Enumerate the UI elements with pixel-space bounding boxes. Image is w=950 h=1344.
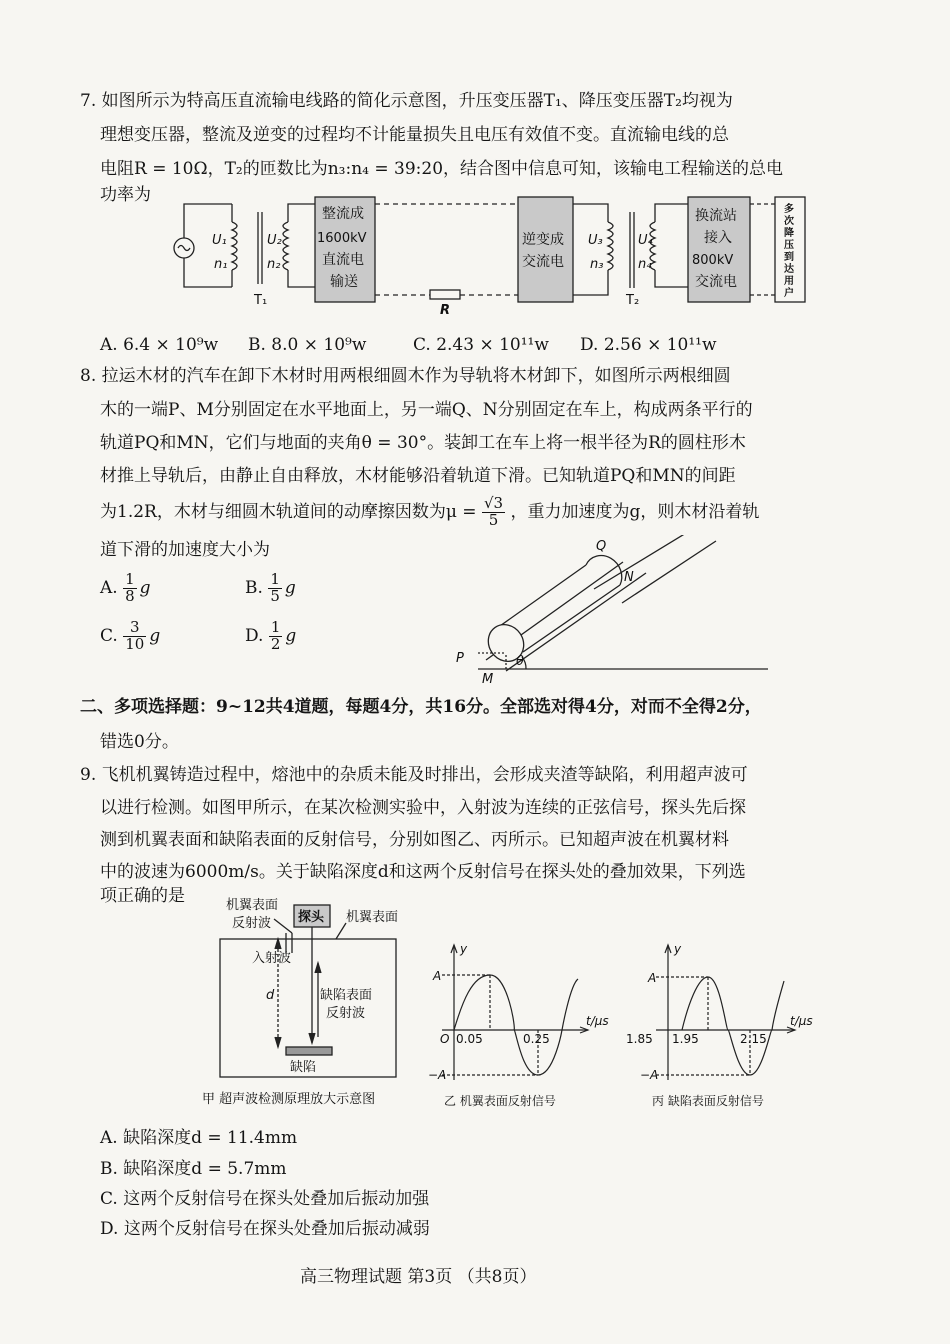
reflection-sine-wave [454, 975, 578, 1075]
fig-c-t0: 1.85 [626, 1032, 653, 1046]
label-r: R [440, 303, 451, 317]
fig-c-caption: 丙 缺陷表面反射信号 [652, 1094, 764, 1108]
q9-figure-a [196, 893, 426, 1113]
q8-a-num: 1 [125, 570, 135, 588]
q9-option-d[interactable]: D. 这两个反射信号在探头处叠加后振动减弱 [100, 1219, 430, 1239]
q8-d-unit: g [285, 625, 297, 646]
fig-c-y: y [674, 942, 682, 956]
mu-numerator: √3 [483, 494, 504, 512]
q8-option-a-label: A. [100, 577, 118, 598]
q8-a-unit: g [139, 577, 151, 598]
fig-c-t2: 2.15 [740, 1032, 767, 1046]
q7-line-4: 功率为 [100, 185, 151, 205]
q8-d-num: 1 [270, 618, 281, 636]
q8-option-a-fraction [123, 572, 137, 605]
box3-line-4: 交流电 [695, 274, 737, 290]
label-t1: T₁ [254, 293, 268, 308]
q8-option-b-fraction [268, 572, 282, 605]
box4-char-4: 压 [784, 240, 794, 251]
box1-line-4: 输送 [330, 274, 358, 290]
mu-denominator: 5 [488, 510, 499, 529]
q9-option-c[interactable]: C. 这两个反射信号在探头处叠加后振动加强 [100, 1189, 430, 1209]
q9-option-a[interactable]: A. 缺陷深度d = 11.4mm [100, 1128, 298, 1148]
box4-char-7: 用 [784, 276, 794, 287]
label-u4: U₄ [638, 233, 653, 248]
fig-b-caption: 乙 机翼表面反射信号 [444, 1094, 556, 1108]
box1-line-2: 1600kV [317, 231, 367, 246]
box1-line-1: 整流成 [322, 206, 364, 222]
label-n4: n₄ [638, 257, 652, 272]
box4-char-2: 次 [784, 216, 794, 227]
fig-c-a: A [648, 971, 657, 985]
box4-char-6: 达 [784, 264, 794, 275]
q8-option-c-label: C. [100, 625, 118, 646]
q8-b-num: 1 [270, 570, 280, 588]
label-theta: θ [516, 654, 524, 669]
q7-line-3: 电阻R = 10Ω，T₂的匝数比为n₃:n₄ = 39:20，结合图中信息可知，该输电工程输送的总电 [100, 159, 784, 179]
fig-a-incident: 入射波 [252, 951, 292, 966]
q8-option-a[interactable] [100, 572, 151, 605]
label-q: Q [596, 539, 607, 554]
q7-option-d[interactable]: D. 2.56 × 10¹¹w [580, 335, 717, 355]
fig-b-origin: O [440, 1032, 450, 1046]
q8-line-2: 木的一端P、M分别固定在水平地面上，另一端Q、N分别固定在车上，构成两条平行的 [100, 400, 753, 420]
q8-line-5-a: 为1.2R，木材与细圆木轨道间的动摩擦因数为μ = [100, 501, 477, 522]
q9-line-2: 以进行检测。如图甲所示，在某次检测实验中，入射波为连续的正弦信号，探头先后探 [100, 798, 746, 818]
q8-line-6: 道下滑的加速度大小为 [100, 540, 270, 560]
mu-fraction [482, 496, 505, 529]
q8-option-c[interactable] [100, 620, 160, 653]
q9-line-4: 中的波速为6000m/s。关于缺陷深度d和这两个反射信号在探头处的叠加效果，下列选 [100, 862, 746, 882]
q8-c-unit: g [149, 625, 161, 646]
q8-c-den: 10 [125, 634, 145, 653]
q8-line-5-b: ，重力加速度为g，则木材沿着轨 [510, 501, 760, 522]
q8-line-5 [100, 496, 759, 529]
q9-line-1: 9. 飞机机翼铸造过程中，熔池中的杂质未能及时排出，会形成夹渣等缺陷，利用超声波可 [80, 765, 748, 785]
label-u1: U₁ [212, 233, 227, 248]
fig-b-axis: t/μs [586, 1014, 609, 1028]
fig-c-neg-a: −A [640, 1068, 659, 1082]
fig-b-neg-a: −A [428, 1068, 447, 1082]
q7-option-c[interactable]: C. 2.43 × 10¹¹w [413, 335, 549, 355]
q8-option-d-label: D. [245, 625, 264, 646]
q9-figure-c [620, 935, 830, 1115]
q8-log-diagram [448, 535, 778, 685]
q8-option-d[interactable] [245, 620, 296, 653]
q7-option-b[interactable]: B. 8.0 × 10⁹w [248, 335, 367, 355]
box4-char-3: 降 [784, 228, 794, 239]
q7-circuit-diagram [170, 192, 820, 317]
fig-a-surface-reflect-2: 反射波 [232, 916, 272, 931]
box1-line-3: 直流电 [322, 252, 364, 268]
box4-char-5: 到 [784, 252, 794, 263]
q8-d-den: 2 [270, 634, 281, 653]
fig-a-surface-reflect-1: 机翼表面 [226, 898, 279, 913]
q9-line-3: 测到机翼表面和缺陷表面的反射信号，分别如图乙、丙所示。已知超声波在机翼材料 [100, 830, 729, 850]
box4-char-8: 户 [784, 288, 794, 299]
page-footer: 高三物理试题 第3页 （共8页） [300, 1267, 537, 1287]
q8-b-unit: g [284, 577, 296, 598]
fig-c-t1: 1.95 [672, 1032, 699, 1046]
label-m: M [482, 672, 494, 685]
fig-b-t1: 0.05 [456, 1032, 483, 1046]
q8-b-den: 5 [270, 586, 280, 605]
label-n: N [624, 570, 634, 585]
box2-line-1: 逆变成 [522, 232, 564, 248]
q7-line-1: 7. 如图所示为特高压直流输电线路的简化示意图，升压变压器T₁、降压变压器T₂均视为 [80, 91, 733, 111]
box2-line-2: 交流电 [522, 254, 564, 270]
section2-line-1: 二、多项选择题：9~12共4道题，每题4分，共16分。全部选对得4分，对而不全得2分， [80, 697, 762, 717]
q8-a-den: 8 [125, 586, 135, 605]
fig-a-wing-surface: 机翼表面 [346, 910, 399, 925]
q8-line-1: 8. 拉运木材的汽车在卸下木材时用两根细圆木作为导轨将木材卸下，如图所示两根细圆 [80, 366, 731, 386]
q8-c-num: 3 [123, 620, 146, 637]
label-p: P [456, 651, 464, 666]
q8-option-b[interactable] [245, 572, 296, 605]
fig-c-axis: t/μs [790, 1014, 813, 1028]
defect-sine-wave [682, 977, 784, 1075]
fig-b-t2: 0.25 [523, 1032, 550, 1046]
q8-option-d-fraction [269, 620, 283, 653]
box3-line-2: 接入 [704, 230, 732, 246]
label-n3: n₃ [590, 257, 604, 272]
label-t2: T₂ [626, 293, 640, 308]
fig-b-a: A [433, 969, 442, 983]
fig-a-defect: 缺陷 [290, 1060, 317, 1075]
box4-char-1: 多 [784, 204, 794, 215]
q8-option-c-fraction [123, 620, 146, 653]
label-u3: U₃ [588, 233, 603, 248]
box3-line-3: 800kV [692, 253, 734, 268]
fig-a-caption: 甲 超声波检测原理放大示意图 [202, 1092, 376, 1107]
q9-line-5: 项正确的是 [100, 886, 185, 906]
box3-line-1: 换流站 [695, 208, 737, 224]
q8-line-3: 轨道PQ和MN，它们与地面的夹角θ = 30°。装卸工在车上将一根半径为R的圆柱形木 [100, 433, 746, 453]
fig-b-y: y [460, 942, 468, 956]
label-n2: n₂ [267, 257, 281, 272]
q7-option-a[interactable]: A. 6.4 × 10⁹w [100, 335, 219, 355]
q9-option-b[interactable]: B. 缺陷深度d = 5.7mm [100, 1159, 287, 1179]
q9-figure-b [428, 935, 613, 1115]
fig-a-defect-reflect-1: 缺陷表面 [320, 988, 373, 1003]
q7-line-2: 理想变压器，整流及逆变的过程均不计能量损失且电压有效值不变。直流输电线的总 [100, 125, 729, 145]
fig-a-d: d [266, 988, 275, 1003]
q8-option-b-label: B. [245, 577, 263, 598]
label-n1: n₁ [214, 257, 228, 272]
q8-line-4: 材推上导轨后，由静止自由释放，木材能够沿着轨道下滑。已知轨道PQ和MN的间距 [100, 466, 736, 486]
fig-a-defect-reflect-2: 反射波 [326, 1006, 366, 1021]
fig-a-probe: 探头 [298, 910, 325, 925]
label-u2: U₂ [267, 233, 282, 248]
section2-line-2: 错选0分。 [100, 732, 179, 752]
